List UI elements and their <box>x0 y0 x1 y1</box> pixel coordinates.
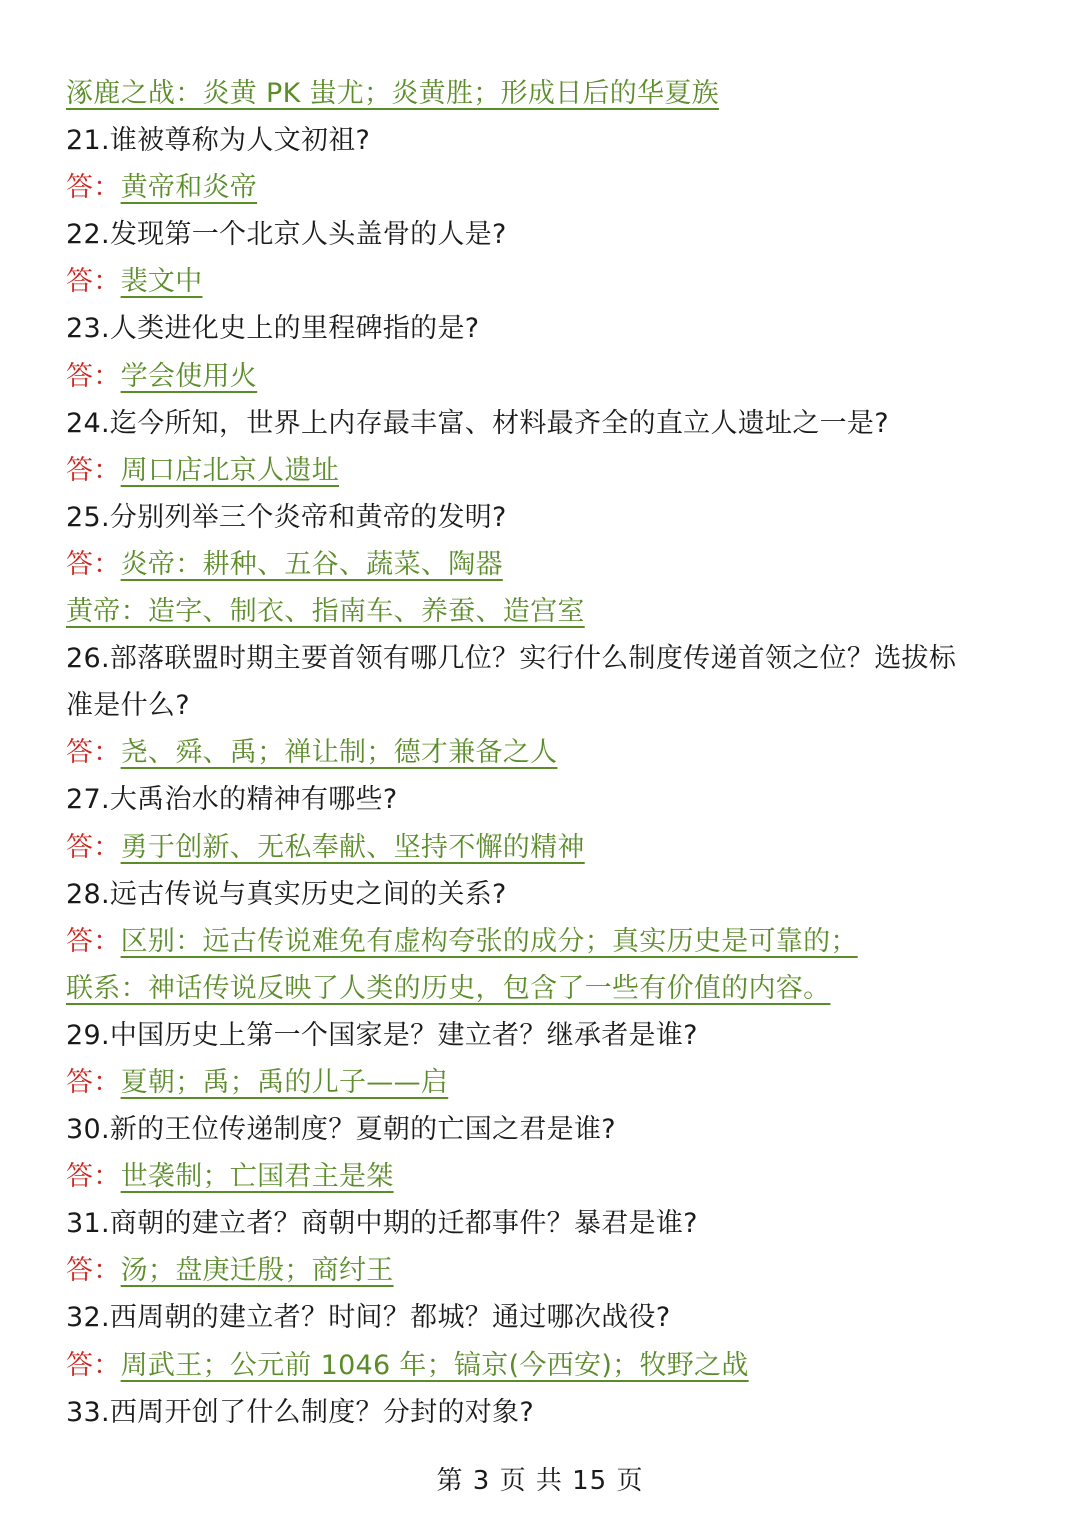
answer-prefix: 答： <box>66 360 121 392</box>
document-page <box>66 70 1026 1436</box>
answer-prefix: 答： <box>66 266 121 298</box>
answer-line <box>66 1247 1026 1294</box>
answer-text: 周口店北京人遗址 <box>120 454 340 486</box>
answer-continuation-line <box>66 70 1026 117</box>
answer-prefix: 答： <box>66 1066 121 1098</box>
answer-text: 汤；盘庚迁殷；商纣王 <box>120 1255 394 1287</box>
answer-text: 勇于创新、无私奉献、坚持不懈的精神 <box>120 831 585 863</box>
answer-continuation-line <box>66 965 1026 1012</box>
answer-line <box>66 918 1026 965</box>
answer-continuation-line <box>66 588 1026 635</box>
answer-text: 联系：神话传说反映了人类的历史，包含了一些有价值的内容。 <box>66 972 831 1004</box>
answer-prefix: 答： <box>66 737 121 769</box>
question-line: 准是什么? <box>66 690 190 722</box>
answer-line <box>66 164 1026 211</box>
question-line: 29.中国历史上第一个国家是？建立者？继承者是谁? <box>66 1019 698 1051</box>
answer-text: 涿鹿之战：炎黄 PK 蚩尤；炎黄胜；形成日后的华夏族 <box>66 78 719 109</box>
question-line: 30.新的王位传递制度？夏朝的亡国之君是谁? <box>66 1114 616 1146</box>
answer-line <box>66 1342 1026 1389</box>
question-line: 33.西周开创了什么制度？分封的对象? <box>66 1396 534 1428</box>
answer-text: 尧、舜、禹；禅让制；德才兼备之人 <box>120 737 558 769</box>
answer-text: 周武王；公元前 1046 年；镐京(今西安)；牧野之战 <box>120 1349 749 1381</box>
answer-line <box>66 541 1026 588</box>
answer-prefix: 答： <box>66 1349 121 1381</box>
answer-line <box>66 353 1026 400</box>
answer-prefix: 答： <box>66 831 121 863</box>
question-line: 23.人类进化史上的里程碑指的是? <box>66 313 480 345</box>
question-line: 25.分别列举三个炎帝和黄帝的发明? <box>66 501 507 533</box>
answer-text: 区别：远古传说难免有虚构夸张的成分；真实历史是可靠的； <box>120 925 858 957</box>
answer-line <box>66 824 1026 871</box>
answer-line <box>66 1153 1026 1200</box>
question-line: 31.商朝的建立者？商朝中期的迁都事件？暴君是谁? <box>66 1208 698 1240</box>
question-line: 26.部落联盟时期主要首领有哪几位？实行什么制度传递首领之位？选拔标 <box>66 643 957 675</box>
answer-text: 炎帝：耕种、五谷、蔬菜、陶器 <box>120 548 503 580</box>
question-line: 21.谁被尊称为人文初祖? <box>66 125 371 157</box>
answer-text: 世袭制；亡国君主是桀 <box>120 1161 394 1193</box>
page-footer: 第 3 页 共 15 页 <box>436 1466 644 1496</box>
answer-prefix: 答： <box>66 454 121 486</box>
answer-prefix: 答： <box>66 172 121 204</box>
answer-prefix: 答： <box>66 1161 121 1193</box>
answer-prefix: 答： <box>66 1255 121 1287</box>
answer-text: 裴文中 <box>120 266 203 298</box>
answer-prefix: 答： <box>66 548 121 580</box>
answer-line <box>66 729 1026 776</box>
answer-text: 黄帝和炎帝 <box>120 172 258 204</box>
answer-prefix: 答： <box>66 925 121 957</box>
answer-text: 黄帝：造字、制衣、指南车、养蚕、造宫室 <box>66 596 585 628</box>
answer-line <box>66 258 1026 305</box>
answer-text: 学会使用火 <box>120 360 258 392</box>
question-line: 24.迄今所知，世界上内存最丰富、材料最齐全的直立人遗址之一是? <box>66 407 889 439</box>
answer-line <box>66 447 1026 494</box>
question-line: 22.发现第一个北京人头盖骨的人是? <box>66 219 507 251</box>
answer-text: 夏朝；禹；禹的儿子——启 <box>120 1066 449 1098</box>
question-line: 32.西周朝的建立者？时间？都城？通过哪次战役? <box>66 1302 671 1334</box>
answer-line <box>66 1059 1026 1106</box>
question-line: 28.远古传说与真实历史之间的关系? <box>66 878 507 910</box>
question-line: 27.大禹治水的精神有哪些? <box>66 784 398 816</box>
